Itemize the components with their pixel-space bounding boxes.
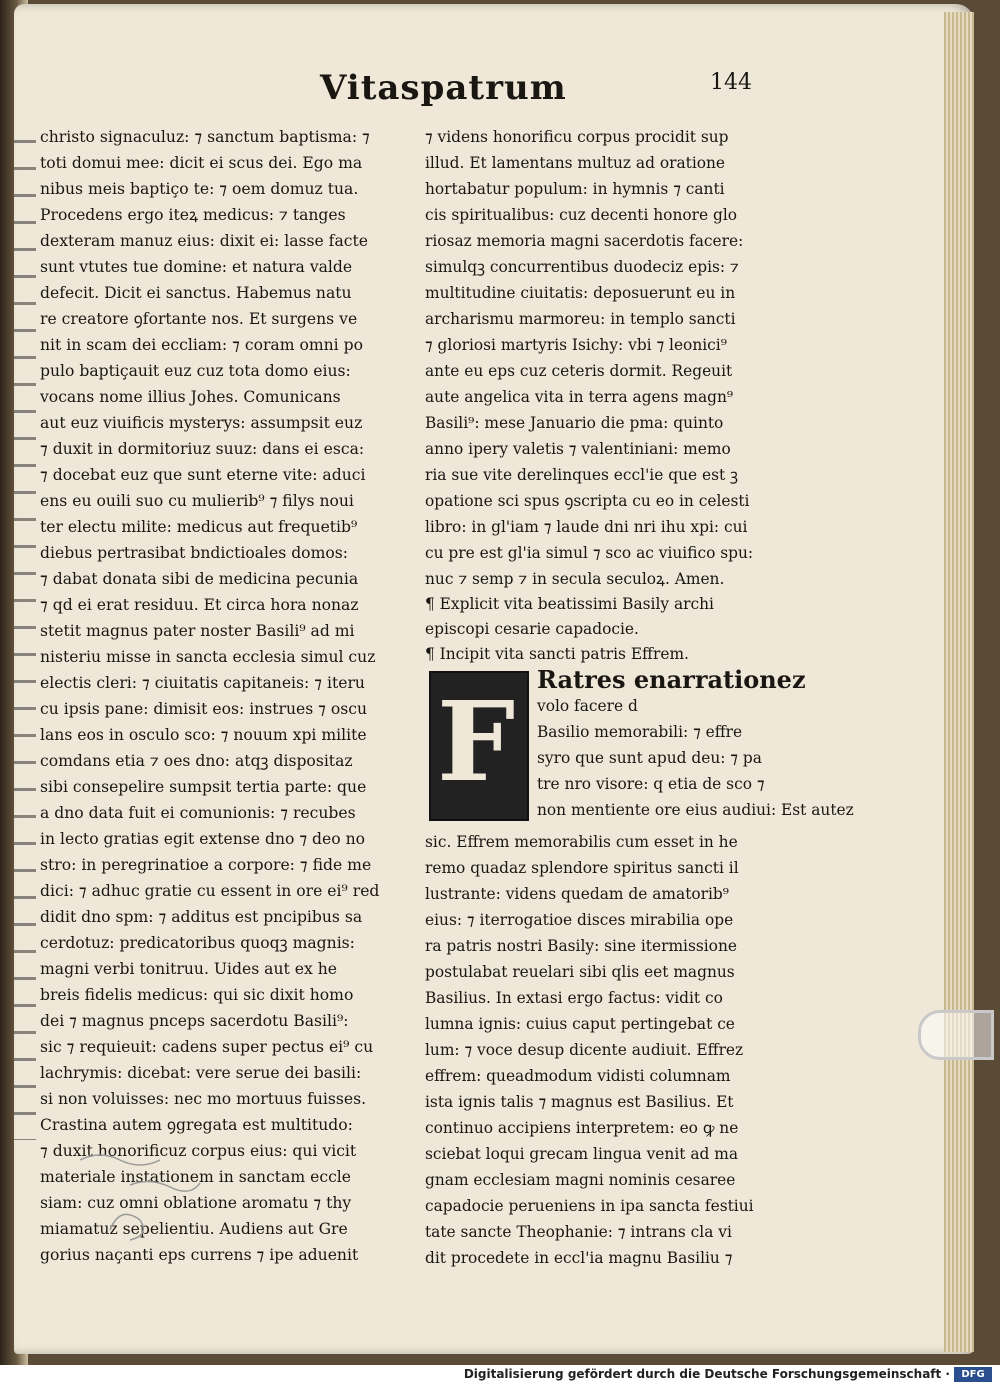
funding-notice: Digitalisierung gefördert durch die Deutsche Forschungsgemeinschaft ·	[463, 1367, 950, 1381]
text-line: Basili⁹: mese Januario die pma: quinto	[425, 414, 724, 432]
text-line: magni verbi tonitruu. Uides aut ex he	[40, 960, 337, 978]
text-line: miamatuz sepelientiu. Audiens aut Gre	[40, 1220, 348, 1238]
text-line: illud. Et lamentans multuz ad oratione	[425, 154, 726, 172]
text-line: ter electu milite: medicus aut frequetib⁹	[40, 518, 358, 536]
text-line: dei ⁊ magnus pnceps sacerdotu Basili⁹:	[40, 1012, 349, 1030]
text-line: cu ipsis pane: dimisit eos: instrues ⁊ oscu	[40, 700, 368, 718]
text-line: ens eu ouili suo cu mulierib⁹ ⁊ filys noui	[40, 492, 354, 510]
text-line: didit dno spm: ⁊ additus est pncipibus sa	[40, 908, 363, 926]
text-line: nisteriu misse in sancta ecclesia simul cuz	[40, 648, 376, 666]
text-line: ante eu eps cuz ceteris dormit. Regeuit	[425, 362, 733, 380]
text-line: lans eos in osculo sco: ⁊ nouum xpi milite	[40, 726, 367, 744]
text-line: diebus pertrasibat bndictioales domos:	[40, 544, 348, 562]
folio-number: 144	[710, 70, 752, 95]
incipit-rubric: ¶ Incipit vita sancti patris Effrem.	[425, 645, 689, 663]
text-line: Crastina autem ꝯgregata est multitudo:	[40, 1116, 353, 1134]
intro-block	[425, 665, 854, 829]
text-line: defecit. Dicit ei sanctus. Habemus natu	[40, 284, 352, 302]
initial-letter: F	[437, 677, 516, 806]
dfg-logo: DFG	[954, 1367, 992, 1382]
page-header	[300, 68, 760, 118]
text-line: breis fidelis medicus: qui sic dixit homo	[40, 986, 354, 1004]
text-line: capadocie perueniens in ipa sancta festiui	[425, 1197, 754, 1215]
text-line: lachrymis: dicebat: vere serue dei basili:	[40, 1064, 362, 1082]
text-line: effrem: queadmodum vidisti columnam	[425, 1067, 731, 1085]
text-line: dexteram manuz eius: dixit ei: lasse facte	[40, 232, 368, 250]
right-column-top	[425, 124, 790, 592]
rubric-line: ¶ Explicit vita beatissimi Basily archi	[425, 595, 714, 613]
text-line: ⁊ duxit honorificuz corpus eius: qui vicit	[40, 1142, 357, 1160]
intro-lines	[537, 665, 854, 823]
text-line: multitudine ciuitatis: deposuerunt eu in	[425, 284, 736, 302]
text-line: a dno data fuit ei comunionis: ⁊ recubes	[40, 804, 356, 822]
intro-line: non mentiente ore eius audiui: Est autez	[537, 801, 854, 819]
rubric-line: episcopi cesarie capadocie.	[425, 620, 639, 638]
text-line: riosaz memoria magni sacerdotis facere:	[425, 232, 744, 250]
text-line: electis cleri: ⁊ ciuitatis capitaneis: ⁊ iteru	[40, 674, 365, 692]
intro-line: syro que sunt apud deu: ⁊ pa	[537, 749, 762, 767]
text-line: ⁊ gloriosi martyris Isichy: vbi ⁊ leonici⁹	[425, 336, 727, 354]
text-line: comdans etia ⁊ oes dno: atqꝫ dispositaz	[40, 752, 353, 770]
text-line: nuc ⁊ semp ⁊ in secula seculoꝝ. Amen.	[425, 570, 725, 588]
text-line: sunt vtutes tue domine: et natura valde	[40, 258, 353, 276]
text-line: christo signaculuz: ⁊ sanctum baptisma: ⁊	[40, 128, 370, 146]
text-line: gnam ecclesiam magni nominis cesaree	[425, 1171, 736, 1189]
text-line: ra patris nostri Basily: sine itermissione	[425, 937, 737, 955]
text-line: sic. Effrem memorabilis cum esset in he	[425, 833, 738, 851]
text-line: vocans nome illius Johes. Comunicans	[40, 388, 341, 406]
text-line: nit in scam dei eccliam: ⁊ coram omni po	[40, 336, 363, 354]
text-line: re creatore ꝯfortante nos. Et surgens ve	[40, 310, 358, 328]
text-line: ⁊ duxit in dormitoriuz suuz: dans ei esca:	[40, 440, 365, 458]
text-line: si non voluisses: nec mo mortuus fuisses.	[40, 1090, 367, 1108]
text-line: lum: ⁊ voce desup dicente audiuit. Effrez	[425, 1041, 744, 1059]
text-line: ⁊ videns honorificu corpus procidit sup	[425, 128, 729, 146]
text-line: stro: in peregrinatioe a corpore: ⁊ fide me	[40, 856, 372, 874]
text-line: ⁊ dabat donata sibi de medicina pecunia	[40, 570, 359, 588]
text-line: in lecto gratias egit extense dno ⁊ deo no	[40, 830, 366, 848]
text-line: postulabat reuelari sibi qlis eet magnus	[425, 963, 735, 981]
text-line: ⁊ qd ei erat residuu. Et circa hora nonaz	[40, 596, 359, 614]
decorated-initial	[429, 671, 529, 821]
intro-line: volo facere d	[537, 697, 638, 715]
text-line: ria sue vite derelinques eccl'ie que est ꝫ	[425, 466, 738, 484]
text-line: aute angelica vita in terra agens magn⁹	[425, 388, 734, 406]
footer-bar	[0, 1365, 1000, 1385]
text-line: remo quadaz splendore spiritus sancti il	[425, 859, 739, 877]
text-line: siam: cuz omni oblatione aromatu ⁊ thy	[40, 1194, 352, 1212]
text-line: hortabatur populum: in hymnis ⁊ canti	[425, 180, 725, 198]
running-title: Vitaspatrum	[320, 68, 567, 108]
text-line: anno ipery valetis ⁊ valentiniani: memo	[425, 440, 731, 458]
text-line: pulo baptiçauit euz cuz tota domo eius:	[40, 362, 351, 380]
page-edges	[944, 12, 974, 1352]
left-column	[40, 124, 420, 1268]
page-clip	[918, 1010, 994, 1060]
facing-page-bleed	[14, 140, 36, 1140]
text-line: simulqꝫ concurrentibus duodeciz epis: ⁊	[425, 258, 739, 276]
text-line: tate sancte Theophanie: ⁊ intrans cla vi	[425, 1223, 732, 1241]
text-line: cu pre est gl'ia simul ⁊ sco ac viuifico spu:	[425, 544, 754, 562]
text-line: opatione sci spus ꝯscripta cu eo in celesti	[425, 492, 750, 510]
text-line: ⁊ docebat euz que sunt eterne vite: aduci	[40, 466, 366, 484]
text-line: continuo accipiens interpretem: eo ꝙ ne	[425, 1119, 739, 1137]
text-line: cis spiritualibus: cuz decenti honore glo	[425, 206, 738, 224]
right-column-bottom	[425, 829, 790, 1271]
text-line: materiale instationem in sanctam eccle	[40, 1168, 352, 1186]
text-line: cerdotuz: predicatoribus quoqꝫ magnis:	[40, 934, 355, 952]
right-column	[425, 124, 854, 1271]
text-line: lustrante: videns quedam de amatorib⁹	[425, 885, 729, 903]
intro-line: Basilio memorabili: ⁊ effre	[537, 723, 743, 741]
text-line: sciebat loqui grecam lingua venit ad ma	[425, 1145, 739, 1163]
text-line: toti domui mee: dicit ei scus dei. Ego ma	[40, 154, 363, 172]
text-line: eius: ⁊ iterrogatioe disces mirabilia ope	[425, 911, 734, 929]
text-line: gorius naçanti eps currens ⁊ ipe aduenit	[40, 1246, 359, 1264]
text-line: Procedens ergo iteꝝ medicus: ⁊ tanges	[40, 206, 346, 224]
text-line: dit procedete in eccl'ia magnu Basiliu ⁊	[425, 1249, 733, 1267]
text-line: dici: ⁊ adhuc gratie cu essent in ore ei⁹ red	[40, 882, 380, 900]
explicit-rubric	[425, 592, 790, 642]
text-line: Basilius. In extasi ergo factus: vidit co	[425, 989, 723, 1007]
text-line: lumna ignis: cuius caput pertingebat ce	[425, 1015, 735, 1033]
text-line: sic ⁊ requieuit: cadens super pectus ei⁹ cu	[40, 1038, 374, 1056]
text-line: nibus meis baptiço te: ⁊ oem domuz tua.	[40, 180, 359, 198]
intro-line: Ratres enarrationez	[537, 665, 806, 694]
intro-line: tre nro visore: q etia de sco ⁊	[537, 775, 765, 793]
text-line: ista ignis talis ⁊ magnus est Basilius. Et	[425, 1093, 734, 1111]
text-line: stetit magnus pater noster Basili⁹ ad mi	[40, 622, 355, 640]
pencil-notes	[70, 1140, 220, 1260]
text-line: archarismu marmoreu: in templo sancti	[425, 310, 736, 328]
text-line: aut euz viuificis mysterys: assumpsit euz	[40, 414, 363, 432]
text-line: sibi consepelire sumpsit tertia parte: que	[40, 778, 367, 796]
text-line: libro: in gl'iam ⁊ laude dni nri ihu xpi: cui	[425, 518, 748, 536]
